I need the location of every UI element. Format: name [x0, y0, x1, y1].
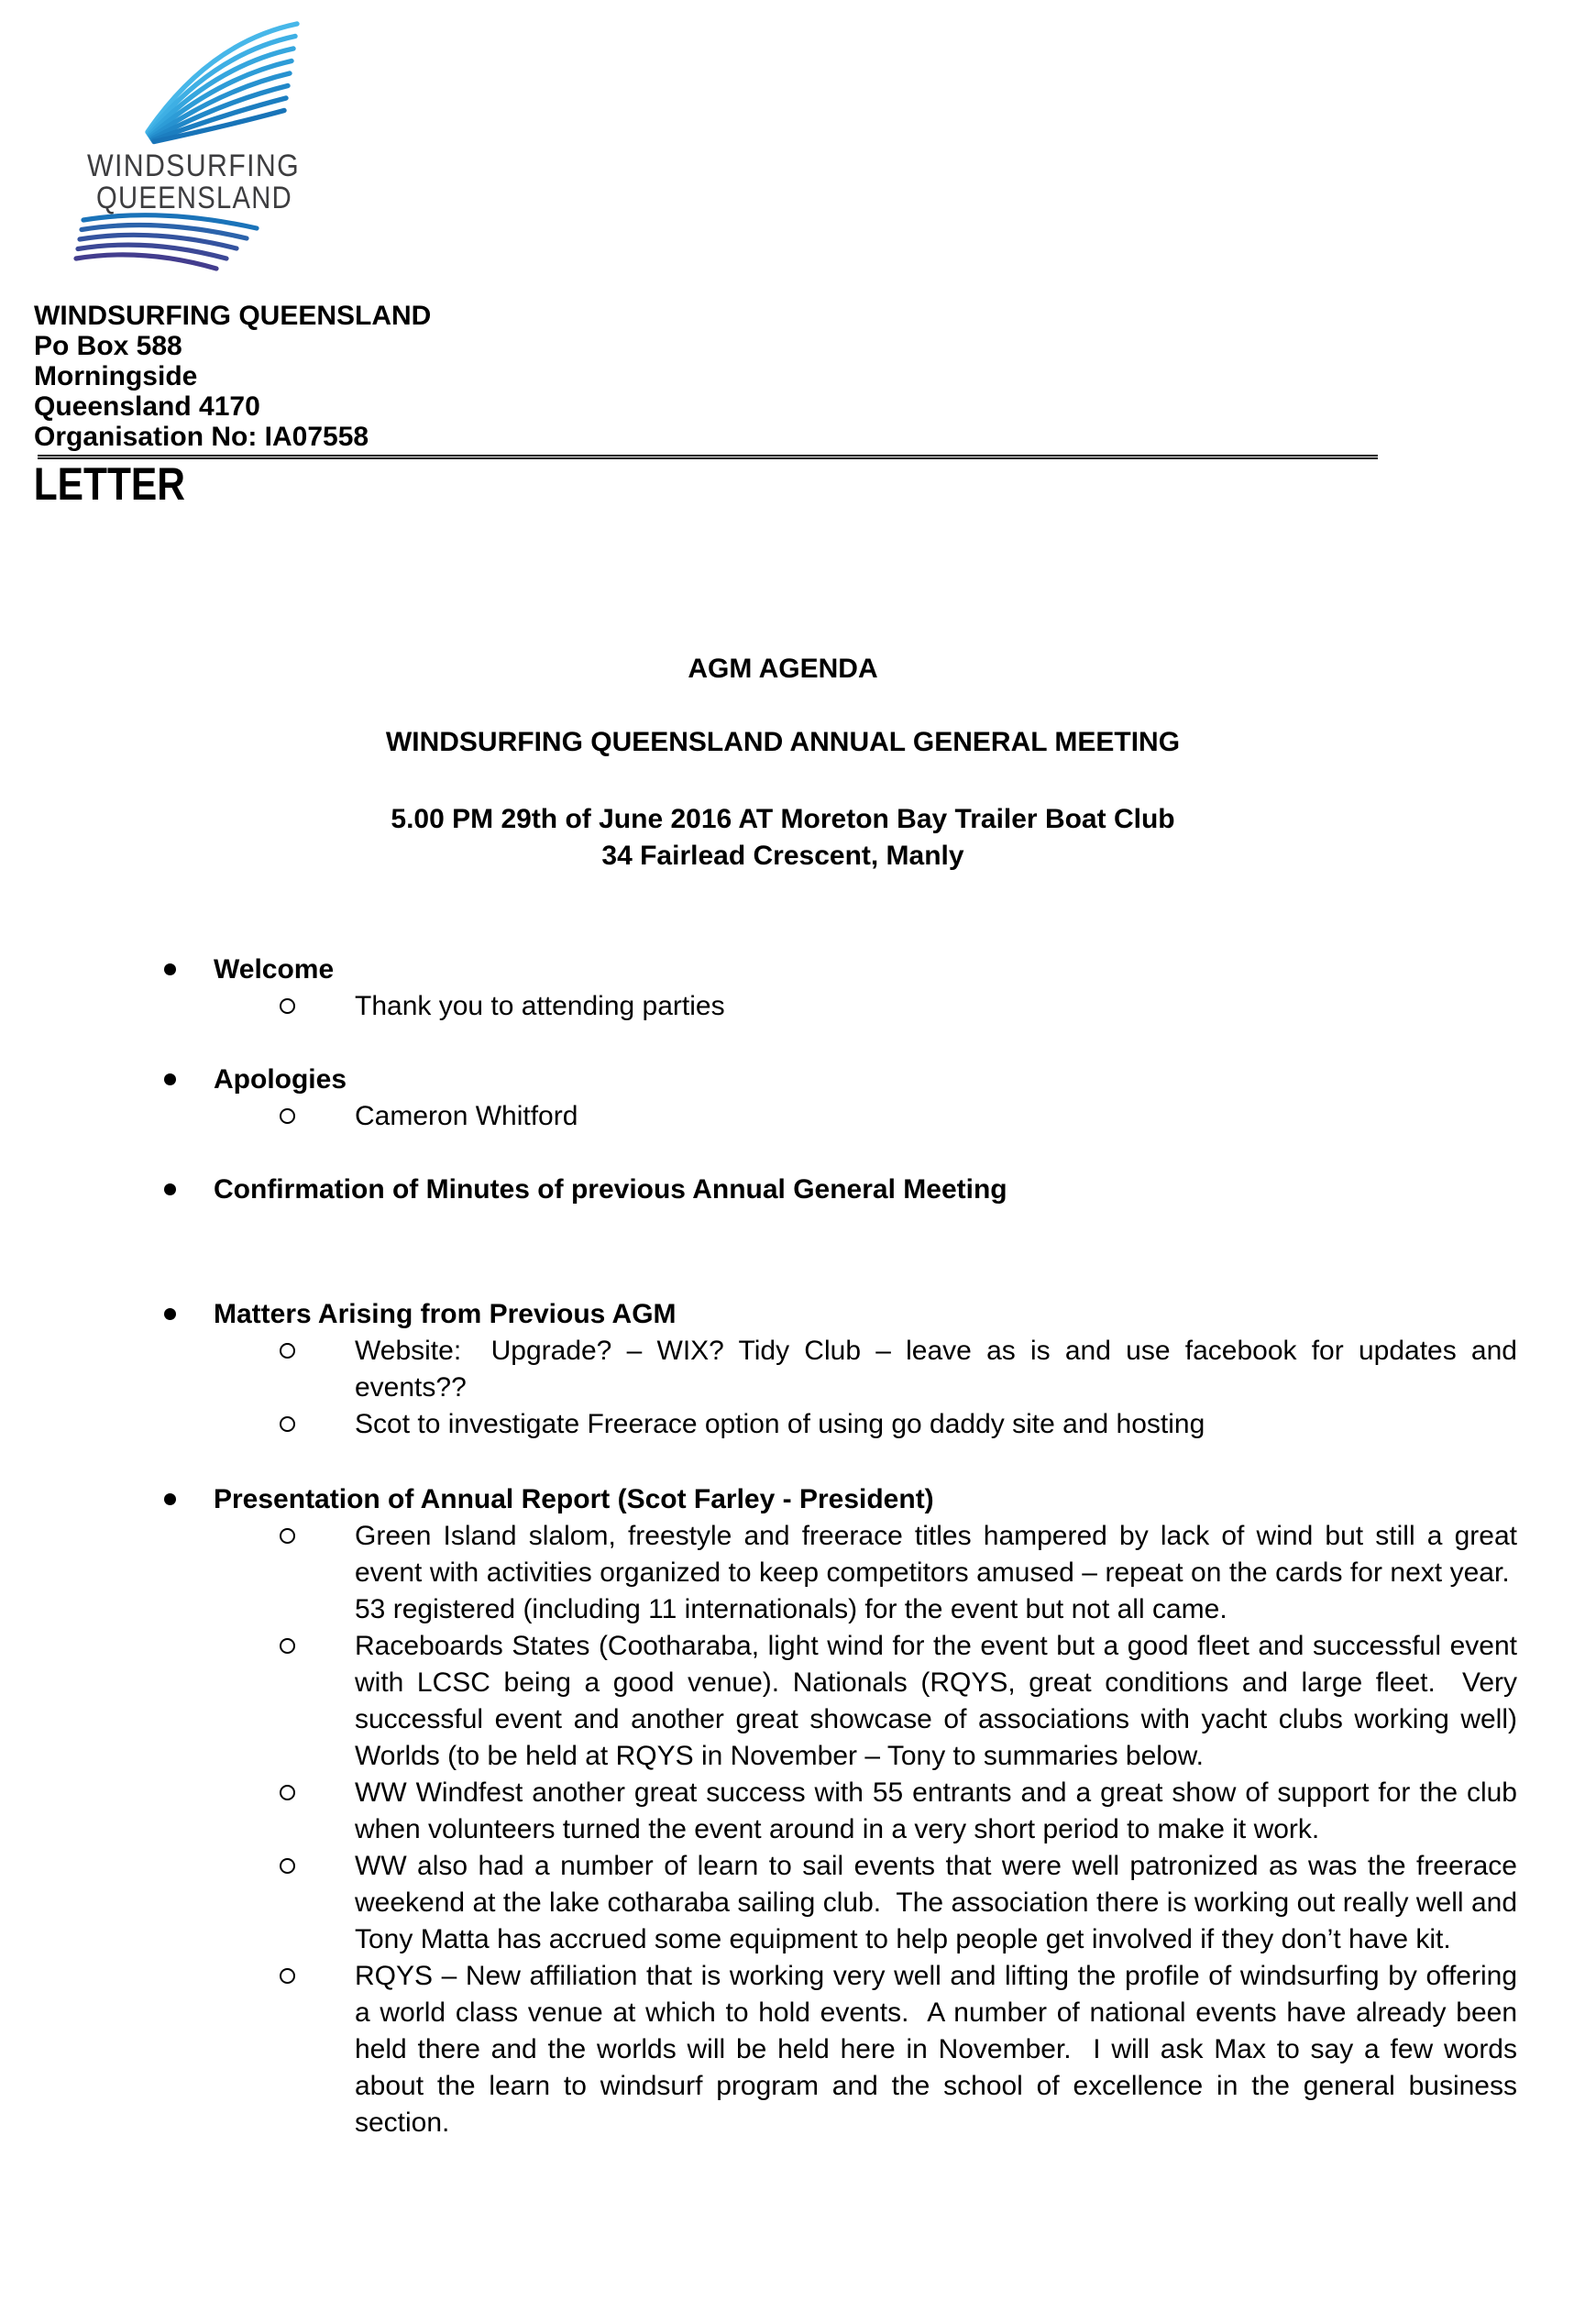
agenda-heading-row: [32, 1481, 1534, 1518]
agenda-subitem-row: [32, 1775, 1534, 1848]
sender-address-block: [32, 301, 1534, 452]
agenda-heading-row: [32, 1172, 1534, 1208]
agenda-subitem-text: RQYS – New affiliation that is working very well and lifting the profile of windsurfing by offering a world class venue at which to hold events. A number of national events have already been held there and the worlds will be held here in November. I will ask Max to say a few words about the learn to windsurf program and the school of excellence in the general business section.: [355, 1961, 1517, 2138]
logo-word-windsurfing: WINDSURFING: [87, 149, 300, 183]
meeting-address: 34 Fairlead Crescent, Manly: [601, 841, 964, 871]
circle-bullet-icon: [280, 1343, 295, 1359]
logo-graphic: [53, 15, 310, 271]
agenda-section-annual-report: [32, 1481, 1534, 2141]
agenda-subitem-row: [32, 1333, 1534, 1406]
title-block: [32, 651, 1534, 875]
agenda-subitem-row: [32, 1958, 1534, 2141]
meeting-datetime-venue: 5.00 PM 29th of June 2016 AT Moreton Bay Trailer Boat Club: [391, 804, 1175, 834]
circle-bullet-icon: [280, 1638, 295, 1654]
agenda-subitem-row: [32, 1406, 1534, 1443]
agenda-heading: Welcome: [214, 954, 335, 985]
wave-icon: [76, 215, 257, 269]
agenda-subitem-text: Website: Upgrade? – WIX? Tidy Club – leave as is and use facebook for updates and events??: [355, 1336, 1517, 1403]
agenda-heading-row: [32, 1296, 1534, 1333]
agenda-subitem-text: Raceboards States (Cootharaba, light wind for the event but a good fleet and successful event with LCSC being a good venue). Nationals (RQYS, great conditions and large fleet. Very successful event and another great showcase of associations with yacht clubs working well) Worlds (to be held at RQYS in November – Tony to summaries below.: [355, 1631, 1517, 1771]
agenda-subitem-text: WW Windfest another great success with 55 entrants and a great show of support for the club when volunteers turned the event around in a very short period to make it work.: [355, 1777, 1517, 1844]
agenda-subitem-row: [32, 1628, 1534, 1775]
agenda-section-welcome: [32, 952, 1534, 1025]
org-name: WINDSURFING QUEENSLAND: [34, 301, 432, 331]
agenda-subitem-text: Thank you to attending parties: [355, 991, 725, 1021]
agenda-heading-row: [32, 952, 1534, 988]
agenda-subitem-text: WW also had a number of learn to sail events that were well patronized as was the freerace weekend at the lake cotharaba sailing club. The association there is working out really well and Tony Matta has accrued some equipment to help people get involved if they don’t have kit.: [355, 1851, 1517, 1954]
circle-bullet-icon: [280, 1858, 295, 1874]
agenda-list: [32, 952, 1534, 2141]
agenda-section-confirmation-of-minutes: [32, 1172, 1534, 1208]
agenda-subitem-row: [32, 1098, 1534, 1135]
agenda-heading: Presentation of Annual Report (Scot Farley - President): [214, 1484, 934, 1514]
agenda-section-matters-arising: [32, 1296, 1534, 1443]
circle-bullet-icon: [280, 1968, 295, 1984]
agenda-heading: Confirmation of Minutes of previous Annual General Meeting: [214, 1174, 1007, 1205]
header-divider: [38, 455, 1378, 459]
agenda-heading: Matters Arising from Previous AGM: [214, 1299, 677, 1329]
agenda-subitem-row: [32, 988, 1534, 1025]
agenda-heading: Apologies: [214, 1064, 347, 1095]
bullet-icon: [164, 1183, 176, 1195]
agenda-heading-row: [32, 1062, 1534, 1098]
bullet-icon: [164, 1073, 176, 1085]
agenda-subitem-text: Green Island slalom, freestyle and freerace titles hampered by lack of wind but still a great event with activities organized to keep competitors amused – repeat on the cards for next year. 53 registered (including 11 internationals) for the event but not all came.: [355, 1521, 1517, 1624]
address-line: Po Box 588: [34, 331, 182, 361]
agenda-subitem-row: [32, 1848, 1534, 1958]
agenda-subitem-row: [32, 1518, 1534, 1628]
sail-icon: [148, 24, 297, 142]
circle-bullet-icon: [280, 1528, 295, 1544]
circle-bullet-icon: [280, 998, 295, 1014]
circle-bullet-icon: [280, 1108, 295, 1124]
address-line: Queensland 4170: [34, 391, 260, 422]
agm-agenda-title: AGM AGENDA: [688, 654, 878, 684]
agenda-subitem-text: Cameron Whitford: [355, 1101, 578, 1131]
agenda-section-apologies: [32, 1062, 1534, 1135]
bullet-icon: [164, 963, 176, 975]
bullet-icon: [164, 1493, 176, 1505]
circle-bullet-icon: [280, 1416, 295, 1432]
bullet-icon: [164, 1308, 176, 1320]
doc-type-heading: LETTER: [33, 458, 185, 510]
windsurfing-queensland-logo: [0, 0, 1596, 271]
address-line: Morningside: [34, 361, 198, 391]
meeting-title: WINDSURFING QUEENSLAND ANNUAL GENERAL MEETING: [385, 727, 1181, 757]
org-number: Organisation No: IA07558: [34, 422, 369, 452]
logo-word-queensland: QUEENSLAND: [96, 181, 292, 215]
agenda-subitem-text: Scot to investigate Freerace option of using go daddy site and hosting: [355, 1409, 1205, 1439]
circle-bullet-icon: [280, 1785, 295, 1800]
